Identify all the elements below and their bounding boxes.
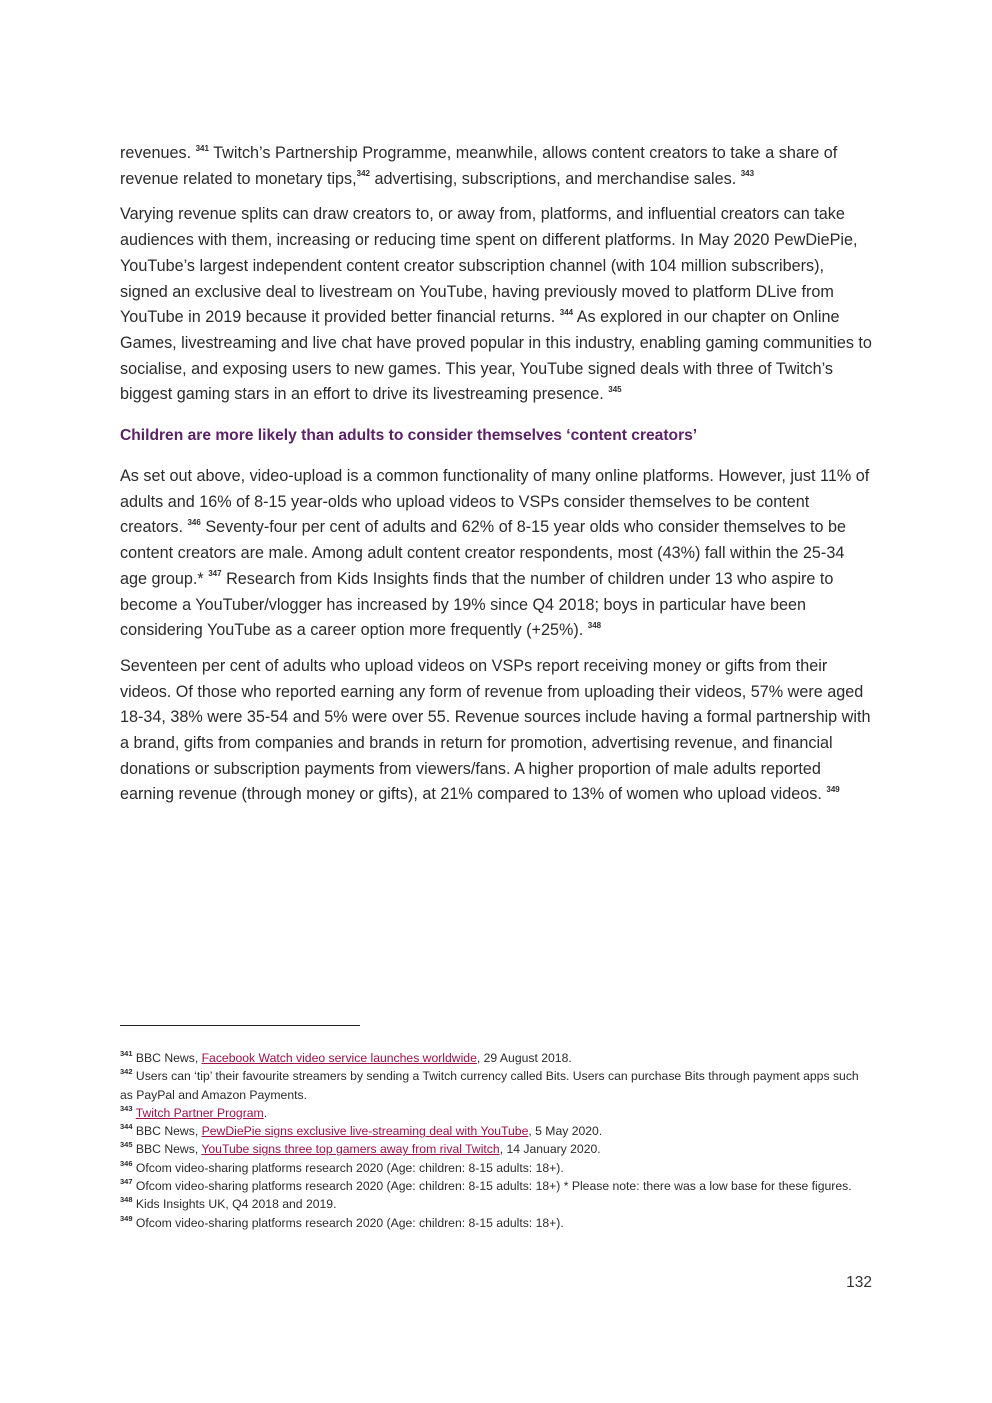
text: Users can ‘tip’ their favourite streamers by sending a Twitch currency called Bits. Users can purchase Bits through payment apps such as PayPal and Amazon Payments.: [120, 1069, 859, 1102]
footnote-347: [120, 1177, 872, 1195]
text: Seventy-four per cent of adults and 62% of 8-15 year olds who consider themselves to be content creators are male. Among adult content creator respondents, most (43%) fall within the 25-34 age group.*: [120, 518, 847, 588]
text: BBC News,: [135, 1142, 202, 1157]
text: Ofcom video-sharing platforms research 2020 (Age: children: 8-15 adults: 18+).: [135, 1160, 564, 1175]
footnote-ref-349[interactable]: 349: [826, 785, 840, 795]
footnote-341: [120, 1049, 872, 1067]
footnote-349: [120, 1214, 872, 1232]
footnote-ref-342[interactable]: 342: [356, 169, 371, 179]
footnote-number: 345: [120, 1140, 133, 1150]
text: Ofcom video-sharing platforms research 2020 (Age: children: 8-15 adults: 18+) * Please note: there was a low base for these figures.: [135, 1179, 852, 1194]
footnote-342: [120, 1067, 872, 1104]
footnote-divider: [120, 1025, 360, 1026]
footnote-number: 347: [120, 1177, 133, 1187]
footnote-link[interactable]: PewDiePie signs exclusive live-streaming deal with YouTube: [201, 1124, 529, 1139]
text: , 14 January 2020.: [499, 1142, 601, 1157]
footnote-ref-347[interactable]: 347: [208, 569, 222, 579]
paragraph-revenue-splits: [120, 202, 872, 408]
text: , 5 May 2020.: [528, 1124, 603, 1139]
footnote-number: 344: [120, 1122, 133, 1132]
text: revenues.: [120, 144, 192, 162]
footnote-number: 348: [120, 1195, 133, 1205]
footnote-345: [120, 1140, 872, 1158]
footnote-346: [120, 1159, 872, 1177]
section-heading: Children are more likely than adults to consider themselves ‘content creators’: [120, 427, 698, 445]
text: , 29 August 2018.: [476, 1051, 572, 1065]
footnote-344: [120, 1122, 872, 1140]
page-number: 132: [846, 1274, 872, 1291]
main-content: [120, 141, 872, 818]
footnote-343: [120, 1104, 872, 1122]
footnotes: [120, 1049, 872, 1232]
text: Kids Insights UK, Q4 2018 and 2019.: [135, 1197, 337, 1212]
footnote-348: [120, 1195, 872, 1213]
text: As set out above, video-upload is a common functionality of many online platforms. However, just 11% of adults and 16% of 8-15 year-olds who upload videos to VSPs consider themselves to be content creators.: [120, 467, 870, 537]
footnote-number: 342: [120, 1067, 133, 1077]
footnote-ref-345[interactable]: 345: [608, 384, 622, 394]
footnote-number: 349: [120, 1213, 133, 1223]
footnote-ref-344[interactable]: 344: [559, 307, 574, 317]
paragraph-revenue-tips: [120, 141, 872, 192]
paragraph-content-creators: [120, 464, 872, 644]
footnote-number: 341: [120, 1048, 133, 1058]
paragraph-earning-revenue: [120, 654, 872, 808]
text: Seventeen per cent of adults who upload videos on VSPs report receiving money or gifts from their videos. Of those who reported earning any form of revenue from uploading their videos, 57% were aged 18-34, 38% were 35-54 and 5% were over 55. Revenue sources include having a formal partnership with a brand, gifts from companies and brands in return for promotion, advertising revenue, and financial donations or subscription payments from viewers/fans. A higher proportion of male adults reported earning revenue (through money or gifts), at 21% compared to 13% of women who upload videos.: [120, 656, 871, 804]
text: advertising, subscriptions, and merchandise sales.: [374, 169, 737, 188]
text: BBC News,: [135, 1051, 202, 1065]
footnote-ref-343[interactable]: 343: [740, 169, 755, 179]
footnote-link[interactable]: Facebook Watch video service launches worldwide: [201, 1051, 477, 1065]
footnote-number: 343: [120, 1103, 133, 1113]
text: Research from Kids Insights finds that the number of children under 13 who aspire to become a YouTuber/vlogger has increased by 19% since Q4 2018; boys in particular have been considering YouTube as a career option more frequently (+25%).: [120, 569, 834, 640]
text: .: [263, 1105, 268, 1120]
text: BBC News,: [135, 1124, 202, 1139]
footnote-link[interactable]: Twitch Partner Program: [135, 1105, 264, 1120]
text: As explored in our chapter on Online Games, livestreaming and live chat have proved popular in this industry, enabling gaming communities to socialise, and exposing users to new games. This year, YouTube signed deals with three of Twitch’s biggest gaming stars in an effort to drive its livestreaming presence.: [120, 308, 872, 404]
footnote-link[interactable]: YouTube signs three top gamers away from rival Twitch: [201, 1142, 500, 1157]
footnote-ref-346[interactable]: 346: [187, 518, 201, 528]
text: Varying revenue splits can draw creators to, or away from, platforms, and influential creators can take audiences with them, increasing or reducing time spent on different platforms. In May 2020 PewDiePie, YouTube’s largest independent content creator subscription channel (with 104 million subscribers), signed an exclusive deal to livestream on YouTube, having previously moved to platform DLive from YouTube in 2019 because it provided better financial returns.: [120, 205, 858, 327]
text: Ofcom video-sharing platforms research 2020 (Age: children: 8-15 adults: 18+).: [135, 1215, 564, 1230]
text: Twitch’s Partnership Programme, meanwhile, allows content creators to take a share of revenue related to monetary tips,: [120, 144, 838, 188]
footnote-ref-348[interactable]: 348: [587, 620, 602, 630]
footnote-ref-341[interactable]: 341: [195, 143, 209, 153]
footnote-number: 346: [120, 1158, 133, 1168]
